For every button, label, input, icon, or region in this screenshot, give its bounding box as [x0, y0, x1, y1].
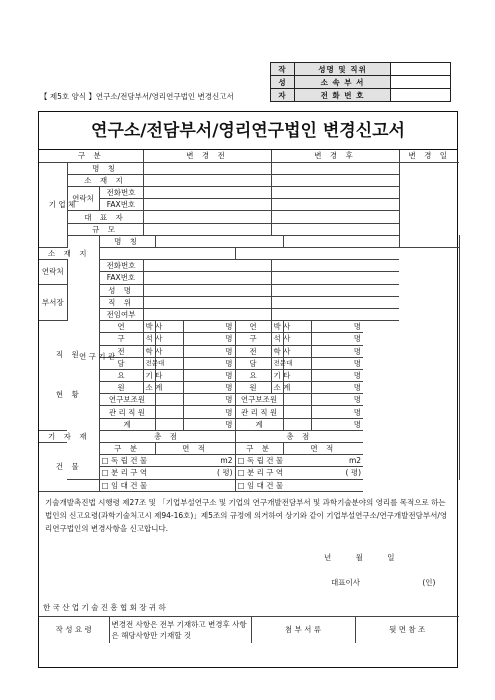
- company-scale-after[interactable]: [271, 223, 399, 235]
- lab-group-text: 연 구 기 관: [79, 352, 116, 362]
- header-change-date: 변 경 일: [399, 150, 459, 162]
- writer-field-label: 성명 및 직위: [295, 63, 391, 76]
- company-scale-row: [39, 223, 459, 235]
- company-phone-before[interactable]: [143, 187, 271, 199]
- staff-label: 직 원: [55, 350, 82, 360]
- writer-phone-field[interactable]: [391, 89, 451, 102]
- writing-guide-label: 작 성 요 령: [39, 617, 109, 643]
- company-fax-before[interactable]: [143, 199, 271, 211]
- building-option-independent-checkbox[interactable]: □ 독 립 건 물: [99, 455, 155, 467]
- header-gubun: 구 분: [39, 150, 143, 162]
- assistant-row: [39, 394, 459, 406]
- building-option-row: [39, 479, 459, 491]
- declaration-paragraph: 기술개발촉진법 시행령 제27조 및 「기업부설연구소 및 기업의 연구개발전담부서 및 과학기술분야의 영리를 목적으로 하는 법인의 신고요령(과학기술처고시 제94-16호)」제5조의 규정에 의거하여 상기와 같이 기업부설연구소/연구개발전담부서/영리연구법인의 변경사항을 신고합니다.: [45, 497, 448, 533]
- staff-item: 소 계: [143, 382, 155, 394]
- area-unit: m2: [155, 455, 235, 467]
- company-ceo-before[interactable]: [143, 211, 271, 223]
- lab-fax-after[interactable]: [271, 272, 399, 284]
- researcher-chr: 요: [235, 369, 271, 381]
- lab-head-position-row: [39, 296, 459, 308]
- change-report-form: [38, 111, 458, 668]
- company-phone-row: [39, 187, 459, 199]
- footer-table: [39, 616, 459, 643]
- writer-key: 자: [271, 89, 295, 102]
- lab-head-position-before[interactable]: [143, 296, 271, 308]
- lab-head-fulltime-row: [39, 308, 459, 320]
- staff-unit: 명: [311, 321, 363, 333]
- company-name-after[interactable]: [271, 162, 399, 174]
- building-area-after: 면 적: [283, 443, 363, 455]
- seal-mark[interactable]: (인): [422, 578, 436, 587]
- staff-unit: 명: [311, 333, 363, 345]
- staff-item: 학 사: [271, 345, 283, 357]
- writer-field-label: 소 속 부 서: [295, 76, 391, 89]
- date-month[interactable]: 월: [355, 553, 363, 562]
- staff-item: 소 계: [271, 382, 283, 394]
- company-fax-after[interactable]: [271, 199, 399, 211]
- staff-unit: 명: [183, 394, 235, 406]
- building-option-separate-checkbox[interactable]: □ 분 리 구 역: [235, 467, 283, 479]
- company-phone-after[interactable]: [271, 187, 399, 199]
- lab-fax-before[interactable]: [143, 272, 271, 284]
- date-line: [324, 552, 417, 563]
- lab-name-label: 명 칭: [99, 235, 155, 247]
- writer-key: 작: [271, 63, 295, 76]
- lab-fax-label: FAX번호: [99, 272, 143, 284]
- company-ceo-row: [39, 211, 459, 223]
- staff-unit: 명: [311, 406, 363, 418]
- header-row: [39, 150, 459, 162]
- assistant-count-after[interactable]: [283, 394, 311, 406]
- building-header-row: [39, 443, 459, 455]
- writer-field-label: 전 화 번 호: [295, 89, 391, 102]
- form-number-label: 【 제5호 양식 】연구소/전담부서/영리연구법인 변경신고서: [40, 92, 234, 101]
- lab-address-before[interactable]: [99, 248, 235, 260]
- equipment-total-after[interactable]: 총 점: [235, 430, 363, 442]
- assistant-label: 연구보조원: [235, 394, 283, 406]
- building-gubun-after: 구 분: [235, 443, 283, 455]
- lab-contact-label: 연락처: [39, 260, 67, 284]
- company-address-after[interactable]: [271, 174, 399, 186]
- staff-item: 학 사: [143, 345, 155, 357]
- lab-address-label: 소 재 지: [39, 248, 99, 260]
- staff-unit: 명: [183, 321, 235, 333]
- researcher-chr: 구: [235, 333, 271, 345]
- staff-unit: 명: [183, 418, 235, 430]
- representative-line: [331, 577, 435, 588]
- researcher-chr: 연: [99, 321, 143, 333]
- researcher-chr: 구: [99, 333, 143, 345]
- assistant-label: 연구보조원: [99, 394, 155, 406]
- equipment-row: [39, 430, 459, 442]
- declaration-text: [39, 492, 457, 535]
- company-ceo-after[interactable]: [271, 211, 399, 223]
- staff-item: 기 타: [271, 369, 283, 381]
- attachments-label: 첨 부 서 류: [251, 617, 355, 643]
- representative-label: 대표이사: [331, 578, 360, 587]
- company-name-row: [39, 162, 459, 174]
- staff-unit: 명: [183, 357, 235, 369]
- lab-phone-before[interactable]: [143, 260, 271, 272]
- lab-phone-row: [39, 260, 459, 272]
- lab-name-before[interactable]: [155, 235, 283, 247]
- building-option-separate-checkbox[interactable]: □ 분 리 구 역: [99, 467, 155, 479]
- staff-unit: 명: [311, 345, 363, 357]
- researcher-chr: 요: [99, 369, 143, 381]
- area-blank: [155, 479, 235, 491]
- staff-unit: 명: [183, 345, 235, 357]
- date-year[interactable]: 년: [324, 553, 332, 562]
- total-count-before[interactable]: [155, 418, 183, 430]
- staff-item: 석 사: [143, 333, 155, 345]
- staff-unit: 명: [311, 357, 363, 369]
- company-scale-label: 규 모: [67, 223, 143, 235]
- total-label: 계: [235, 418, 283, 430]
- area-pyeong-unit: ( 평): [155, 467, 235, 479]
- building-option-row: [39, 467, 459, 479]
- lab-address-after[interactable]: [235, 248, 363, 260]
- lab-head-label: 부서장: [39, 284, 67, 321]
- lab-phone-after[interactable]: [271, 260, 399, 272]
- lab-fax-row: [39, 272, 459, 284]
- building-area-before: 면 적: [155, 443, 235, 455]
- researcher-chr: 담: [99, 357, 143, 369]
- writer-row: [271, 76, 451, 89]
- assistant-count-before[interactable]: [155, 394, 183, 406]
- total-label: 계: [99, 418, 155, 430]
- lab-head-fulltime-before[interactable]: [143, 308, 271, 320]
- company-address-row: [39, 174, 459, 186]
- header-after: 변 경 후: [271, 150, 399, 162]
- date-day[interactable]: 일: [387, 553, 395, 562]
- staff-unit: 명: [311, 382, 363, 394]
- form-title: 연구소/전담부서/영리연구법인 변경신고서: [39, 112, 457, 150]
- lab-head-position-label: 직 위: [99, 296, 143, 308]
- staff-unit: 명: [311, 394, 363, 406]
- building-option-independent-checkbox[interactable]: □ 독 립 건 물: [235, 455, 283, 467]
- writer-dept-field[interactable]: [391, 76, 451, 89]
- researcher-chr: 전: [99, 345, 143, 357]
- lab-head-name-label: 성 명: [99, 284, 143, 296]
- company-name-label: 명 칭: [67, 162, 143, 174]
- staff-row: [39, 382, 459, 394]
- staff-status-label: [39, 321, 116, 431]
- staff-row: [39, 333, 459, 345]
- staff-unit: 명: [311, 418, 363, 430]
- researcher-chr: 연: [235, 321, 271, 333]
- company-fax-row: [39, 199, 459, 211]
- equipment-label: 기 자 재: [39, 430, 99, 442]
- building-option-rented-checkbox[interactable]: □ 임 대 건 물: [99, 479, 155, 491]
- staff-row: [39, 321, 459, 333]
- lab-head-position-after[interactable]: [271, 296, 399, 308]
- lab-head-name-after[interactable]: [271, 284, 399, 296]
- staff-item: 기 타: [143, 369, 155, 381]
- lab-name-after[interactable]: [283, 235, 459, 247]
- company-address-label: 소 재 지: [67, 174, 143, 186]
- form-grid: [39, 150, 459, 492]
- lab-phone-label: 전화번호: [99, 260, 143, 272]
- staff-unit: 명: [183, 406, 235, 418]
- lab-address-row: [39, 248, 459, 260]
- lab-head-fulltime-label: 전임여부: [99, 308, 143, 320]
- building-gubun-before: 구 분: [99, 443, 155, 455]
- writer-row: [271, 63, 451, 76]
- staff-item: 박 사: [143, 321, 155, 333]
- staff-row: [39, 369, 459, 381]
- staff-unit: 명: [311, 369, 363, 381]
- staff-unit: 명: [183, 382, 235, 394]
- status-label: 현 황: [55, 390, 82, 400]
- company-phone-label: 전화번호: [99, 187, 143, 199]
- staff-item: 전문대: [271, 357, 283, 369]
- company-name-before[interactable]: [143, 162, 271, 174]
- building-option-row: [39, 455, 459, 467]
- admin-label: 관 리 직 원: [235, 406, 283, 418]
- lab-head-name-before[interactable]: [143, 284, 271, 296]
- lab-head-name-row: [39, 284, 459, 296]
- company-group-label: [39, 162, 76, 247]
- footer-row: [39, 617, 459, 643]
- company-scale-before[interactable]: [143, 223, 271, 235]
- lab-name-row: [39, 235, 459, 247]
- company-group-text: 기 업 체: [48, 200, 76, 210]
- staff-item: 박 사: [271, 321, 283, 333]
- total-row: [39, 418, 459, 430]
- researcher-chr: 전: [235, 345, 271, 357]
- building-option-rented-checkbox[interactable]: □ 임 대 건 물: [235, 479, 283, 491]
- lab-head-fulltime-after[interactable]: [271, 308, 399, 320]
- writer-name-field[interactable]: [391, 63, 451, 76]
- area-pyeong-unit: ( 평): [283, 467, 363, 479]
- equipment-total-before[interactable]: 총 점: [99, 430, 235, 442]
- writer-info-box: [270, 62, 451, 102]
- company-contact-label: 연락처: [67, 187, 99, 211]
- researcher-chr: 원: [235, 382, 271, 394]
- admin-count-before[interactable]: [155, 406, 183, 418]
- total-count-after[interactable]: [283, 418, 311, 430]
- staff-unit: 명: [183, 369, 235, 381]
- area-unit: m2: [283, 455, 363, 467]
- see-back-note: 뒷 면 참 조: [355, 617, 459, 643]
- admin-label: 관 리 직 원: [99, 406, 155, 418]
- staff-unit: 명: [183, 333, 235, 345]
- admin-count-after[interactable]: [283, 406, 311, 418]
- writer-key: 성: [271, 76, 295, 89]
- company-address-before[interactable]: [143, 174, 271, 186]
- admin-row: [39, 406, 459, 418]
- building-label: 건 물: [39, 443, 99, 492]
- header-before: 변 경 전: [143, 150, 271, 162]
- area-blank: [283, 479, 363, 491]
- company-ceo-label: 대 표 자: [67, 211, 143, 223]
- staff-item: 석 사: [271, 333, 283, 345]
- writing-guide-note: 변경전 사항은 전부 기재하고 변경후 사항은 해당사항만 기재할 것: [109, 617, 251, 643]
- researcher-chr: 원: [99, 382, 143, 394]
- writer-row: [271, 89, 451, 102]
- company-fax-label: FAX번호: [99, 199, 143, 211]
- researcher-chr: 담: [235, 357, 271, 369]
- addressee: 한 국 산 업 기 술 진 흥 협 회 장 귀 하: [43, 603, 166, 612]
- staff-item: 전문대: [143, 357, 155, 369]
